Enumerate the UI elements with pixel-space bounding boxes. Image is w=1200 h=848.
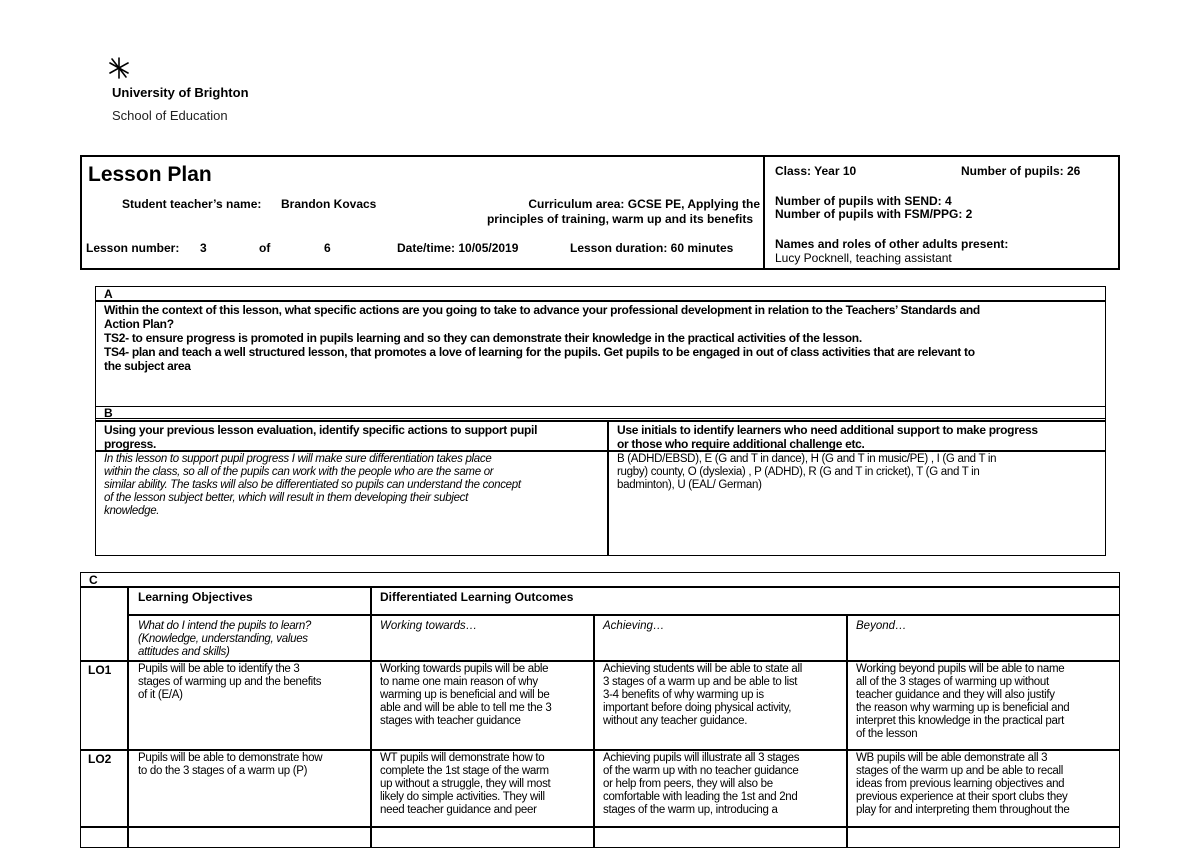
section-a-divider bbox=[95, 300, 1106, 302]
cell-line: Working towards pupils will be able bbox=[380, 663, 549, 675]
lesson-datetime: Date/time: 10/05/2019 bbox=[397, 241, 519, 255]
other-adults-label: Names and roles of other adults present: bbox=[775, 237, 1009, 251]
cell-line: warming up is beneficial and will be bbox=[380, 689, 550, 701]
cell-line: without any teacher guidance. bbox=[603, 715, 748, 727]
class-field: Class: Year 10 bbox=[775, 164, 857, 178]
section-b-divider-top bbox=[95, 420, 1106, 422]
objectives-subheading bbox=[138, 620, 366, 659]
section-a-text bbox=[104, 303, 1099, 373]
section-a-line: TS4- plan and teach a well structured lesson, that promotes a love of learning for the pupils. Get pupils to be engaged in out of class activities that are relevant to bbox=[104, 345, 975, 359]
lo1-beyond bbox=[856, 663, 1116, 741]
cell-line: stages of the warm up, introducing a bbox=[603, 804, 778, 816]
section-c-divider-lo1 bbox=[80, 749, 1120, 751]
lo2-achieving bbox=[603, 752, 843, 817]
section-a-line: Action Plan? bbox=[104, 317, 174, 331]
lo1-id: LO1 bbox=[88, 663, 112, 677]
cell-line: able and will be able to tell me the 3 bbox=[380, 702, 552, 714]
other-adults-value: Lucy Pocknell, teaching assistant bbox=[775, 251, 952, 265]
section-c-divider-top bbox=[80, 586, 1120, 588]
cell-line: of it (E/A) bbox=[138, 689, 183, 701]
student-teacher-label: Student teacher’s name: bbox=[122, 197, 262, 211]
student-teacher-name: Brandon Kovacs bbox=[281, 197, 377, 211]
cell-line: of the lesson bbox=[856, 728, 918, 740]
section-b-left-body bbox=[104, 453, 604, 518]
cell-line: 3-4 benefits of why warming up is bbox=[603, 689, 764, 701]
section-c-divider-heading bbox=[127, 614, 1120, 616]
body-line: B (ADHD/EBSD), E (G and T in dance), H (G and T in music/PE) , I (G and T in bbox=[617, 453, 997, 465]
section-b-right-body bbox=[617, 453, 1102, 492]
curriculum-area-line1: Curriculum area: GCSE PE, Applying the bbox=[528, 197, 760, 211]
body-line: rugby) county, O (dyslexia) , P (ADHD), R (G and T in cricket), T (G and T in bbox=[617, 466, 980, 478]
achieving-heading: Achieving… bbox=[603, 620, 665, 632]
subheading-line: attitudes and skills) bbox=[138, 646, 230, 658]
cell-line: interpret this knowledge in the practical part bbox=[856, 715, 1065, 727]
cell-line: complete the 1st stage of the warm bbox=[380, 765, 549, 777]
cell-line: play for and interpreting them throughout the bbox=[856, 804, 1070, 816]
lesson-duration: Lesson duration: 60 minutes bbox=[570, 241, 734, 255]
beyond-heading: Beyond… bbox=[856, 620, 907, 632]
pupil-count: Number of pupils: 26 bbox=[961, 164, 1081, 178]
cell-line: the reason why warming up is beneficial and bbox=[856, 702, 1070, 714]
school-name: School of Education bbox=[112, 108, 228, 123]
cell-line: comfortable with leading the 1st and 2nd bbox=[603, 791, 798, 803]
outcomes-heading: Differentiated Learning Outcomes bbox=[380, 590, 574, 604]
section-c-divider-bottom bbox=[80, 826, 1120, 828]
body-line: badminton), U (EAL/ German) bbox=[617, 479, 762, 491]
lo2-beyond bbox=[856, 752, 1116, 817]
section-a-line: Within the context of this lesson, what specific actions are you going to take to advance your professional development in relation to the Teachers’ Standards and bbox=[104, 303, 980, 317]
section-c-col-divider bbox=[370, 586, 372, 848]
body-line: knowledge. bbox=[104, 505, 160, 517]
cell-line: Achieving students will be able to state all bbox=[603, 663, 803, 675]
lo2-objective bbox=[138, 752, 366, 778]
section-c-col-divider bbox=[127, 586, 129, 848]
lo2-id: LO2 bbox=[88, 752, 112, 766]
cell-line: all of the 3 stages of warming up without bbox=[856, 676, 1049, 688]
send-count: Number of pupils with SEND: 4 bbox=[775, 194, 952, 208]
cell-line: important before doing physical activity, bbox=[603, 702, 792, 714]
lo2-working-towards bbox=[380, 752, 590, 817]
cell-line: previous experience at their sport clubs they bbox=[856, 791, 1068, 803]
section-c-letter: C bbox=[89, 573, 98, 587]
section-c-col-divider bbox=[593, 614, 595, 848]
lesson-number: 3 bbox=[200, 241, 207, 255]
lo1-working-towards bbox=[380, 663, 590, 728]
cell-line: to name one main reason of why bbox=[380, 676, 538, 688]
cell-line: stages of the warm up and be able to recall bbox=[856, 765, 1064, 777]
curriculum-area-line2: principles of training, warm up and its benefits bbox=[486, 212, 753, 226]
cell-line: Working beyond pupils will be able to name bbox=[856, 663, 1065, 675]
star-icon bbox=[107, 56, 131, 80]
lo1-objective bbox=[138, 663, 366, 702]
cell-line: Pupils will be able to identify the 3 bbox=[138, 663, 300, 675]
cell-line: to do the 3 stages of a warm up (P) bbox=[138, 765, 308, 777]
body-line: of the lesson subject better, which will result in them developing their subject bbox=[104, 492, 469, 504]
page-title: Lesson Plan bbox=[88, 163, 212, 186]
body-line: In this lesson to support pupil progress I will make sure differentiation takes place bbox=[104, 453, 492, 465]
heading-line: Use initials to identify learners who need additional support to make progress bbox=[617, 423, 1038, 437]
section-a-line: the subject area bbox=[104, 359, 191, 373]
section-a-letter: A bbox=[104, 287, 113, 301]
cell-line: of the warm up with no teacher guidance bbox=[603, 765, 799, 777]
lesson-number-label: Lesson number: bbox=[86, 241, 180, 255]
section-b-left-heading bbox=[104, 423, 604, 451]
section-b-right-heading bbox=[617, 423, 1102, 451]
cell-line: stages of warming up and the benefits bbox=[138, 676, 322, 688]
cell-line: or help from peers, they will also be bbox=[603, 778, 773, 790]
subheading-line: (Knowledge, understanding, values bbox=[138, 633, 308, 645]
cell-line: ideas from previous learning objectives and bbox=[856, 778, 1065, 790]
cell-line: 3 stages of a warm up and be able to list bbox=[603, 676, 798, 688]
heading-line: or those who require additional challenge etc. bbox=[617, 437, 865, 451]
working-towards-heading: Working towards… bbox=[380, 620, 478, 632]
cell-line: need teacher guidance and peer bbox=[380, 804, 537, 816]
section-b-letter: B bbox=[104, 406, 113, 420]
learning-objectives-heading: Learning Objectives bbox=[138, 590, 253, 604]
lo1-achieving bbox=[603, 663, 843, 728]
body-line: within the class, so all of the pupils can work with the people who are the same or bbox=[104, 466, 494, 478]
cell-line: Pupils will be able to demonstrate how bbox=[138, 752, 323, 764]
university-name: University of Brighton bbox=[112, 85, 249, 100]
heading-line: Using your previous lesson evaluation, identify specific actions to support pupil bbox=[104, 423, 538, 437]
cell-line: Achieving pupils will illustrate all 3 stages bbox=[603, 752, 800, 764]
heading-line: progress. bbox=[104, 437, 156, 451]
lesson-total: 6 bbox=[324, 241, 331, 255]
header-divider bbox=[763, 155, 765, 270]
cell-line: WB pupils will be able demonstrate all 3 bbox=[856, 752, 1048, 764]
cell-line: likely do simple activities. They will bbox=[380, 791, 545, 803]
cell-line: teacher guidance and they will also justify bbox=[856, 689, 1055, 701]
subheading-line: What do I intend the pupils to learn? bbox=[138, 620, 312, 632]
section-c-col-divider bbox=[846, 614, 848, 848]
body-line: similar ability. The tasks will also be differentiated so pupils can understand the concept bbox=[104, 479, 521, 491]
section-a-line: TS2- to ensure progress is promoted in pupils learning and so they can demonstrate their knowledge in the practical activities of the lesson. bbox=[104, 331, 862, 345]
section-b-column-divider bbox=[607, 420, 609, 556]
cell-line: stages with teacher guidance bbox=[380, 715, 521, 727]
cell-line: up without a struggle, they will most bbox=[380, 778, 551, 790]
cell-line: WT pupils will demonstrate how to bbox=[380, 752, 545, 764]
lesson-of-label: of bbox=[259, 241, 271, 255]
fsm-count: Number of pupils with FSM/PPG: 2 bbox=[775, 207, 973, 221]
section-c-divider-sub bbox=[80, 660, 1120, 662]
